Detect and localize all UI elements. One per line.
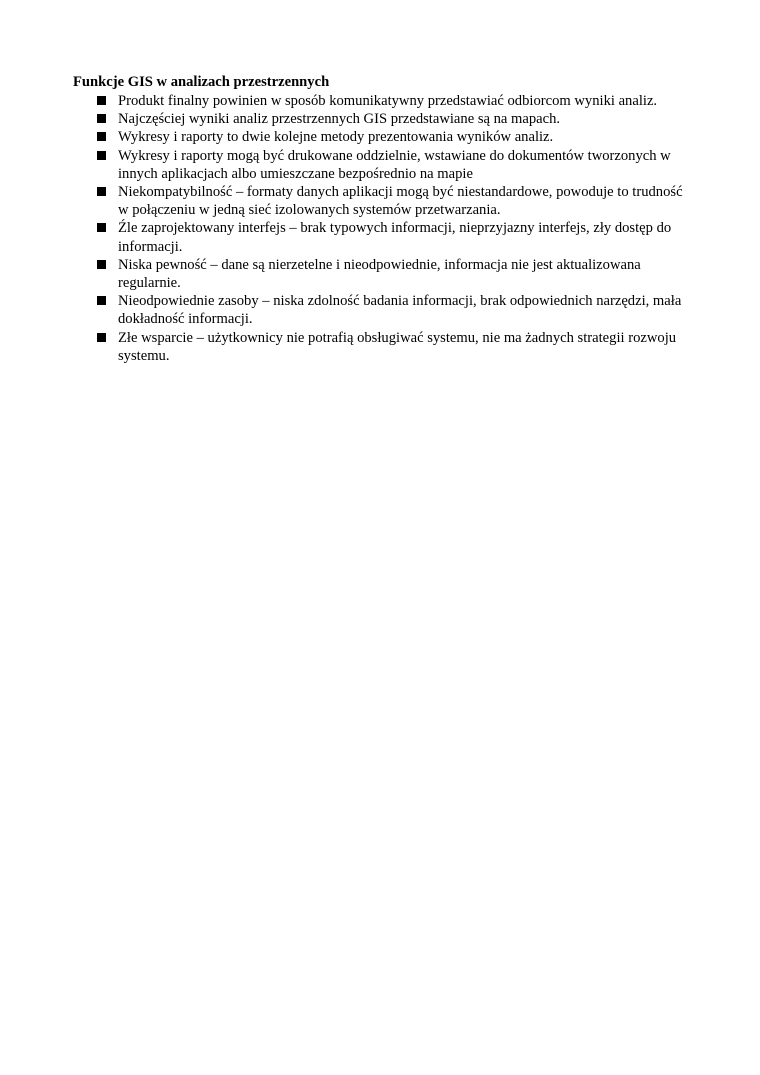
- list-item: [73, 147, 693, 183]
- list-item-text: Wykresy i raporty mogą być drukowane oddzielnie, wstawiane do dokumentów tworzonych w innych aplikacjach albo umieszczane bezpośrednio na mapie: [118, 147, 671, 182]
- list-item-text: Wykresy i raporty to dwie kolejne metody prezentowania wyników analiz.: [118, 129, 554, 146]
- list-item: [73, 329, 693, 365]
- square-bullet-icon: [97, 223, 106, 232]
- square-bullet-icon: [97, 187, 106, 196]
- document-content: [73, 73, 693, 365]
- list-item-text: Najczęściej wyniki analiz przestrzennych GIS przedstawiane są na mapach.: [118, 111, 561, 128]
- list-item-text: Złe wsparcie – użytkownicy nie potrafią obsługiwać systemu, nie ma żadnych strategii rozwoju systemu.: [118, 329, 677, 364]
- list-item-text: Niekompatybilność – formaty danych aplikacji mogą być niestandardowe, powoduje to trudność w połączeniu w jedną sieć izolowanych systemów przetwarzania.: [118, 184, 683, 219]
- square-bullet-icon: [97, 296, 106, 305]
- document-heading: Funkcje GIS w analizach przestrzennych: [73, 74, 330, 90]
- list-item-text: Źle zaprojektowany interfejs – brak typowych informacji, nieprzyjazny interfejs, zły dostęp do informacji.: [118, 220, 672, 255]
- list-item: [73, 292, 693, 328]
- list-item: [73, 219, 693, 255]
- list-item-text: Nieodpowiednie zasoby – niska zdolność badania informacji, brak odpowiednich narzędzi, mała dokładność informacji.: [118, 293, 682, 328]
- square-bullet-icon: [97, 333, 106, 342]
- square-bullet-icon: [97, 260, 106, 269]
- list-item: [73, 256, 693, 292]
- list-item: [73, 92, 693, 110]
- list-item: [73, 183, 693, 219]
- list-item-text: Produkt finalny powinien w sposób komunikatywny przedstawiać odbiorcom wyniki analiz.: [118, 93, 658, 109]
- list-item-text: Niska pewność – dane są nierzetelne i nieodpowiednie, informacja nie jest aktualizowana regularnie.: [118, 256, 641, 292]
- square-bullet-icon: [97, 132, 106, 141]
- list-item: [73, 110, 693, 128]
- bullet-list: [73, 92, 693, 365]
- square-bullet-icon: [97, 151, 106, 160]
- square-bullet-icon: [97, 96, 106, 105]
- list-item: [73, 128, 693, 146]
- square-bullet-icon: [97, 114, 106, 123]
